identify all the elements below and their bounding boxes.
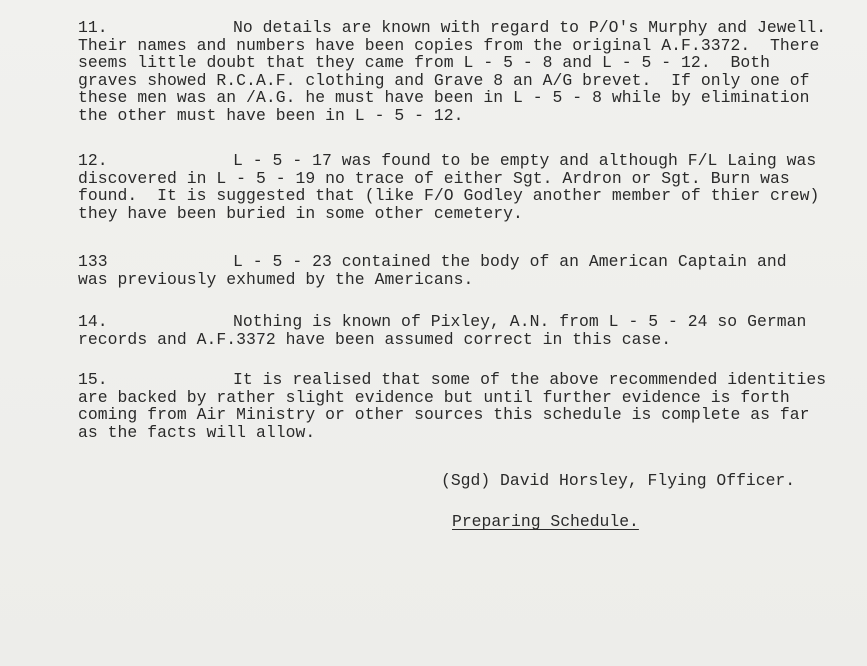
text-line: are backed by rather slight evidence but until further evidence is forth: [78, 387, 790, 407]
text-line: discovered in L - 5 - 19 no trace of either Sgt. Ardron or Sgt. Burn was: [78, 168, 790, 188]
text-line: records and A.F.3372 have been assumed correct in this case.: [78, 329, 672, 349]
paragraph-number: 14.: [78, 312, 108, 331]
text-line: It is realised that some of the above recommended identities: [233, 370, 827, 389]
paragraph-number: 11.: [78, 18, 108, 37]
text-line: seems little doubt that they came from L - 5 - 8 and L - 5 - 12. Both: [78, 53, 771, 73]
paragraph-number: 12.: [78, 151, 108, 170]
text-line: as the facts will allow.: [78, 422, 316, 442]
signature-line: (Sgd) David Horsley, Flying Officer.: [441, 471, 796, 490]
text-line: was previously exhumed by the Americans.: [78, 269, 474, 289]
footer-title: Preparing Schedule.: [452, 512, 639, 531]
text-line: they have been buried in some other cemetery.: [78, 203, 523, 223]
text-line: L - 5 - 17 was found to be empty and although F/L Laing was: [233, 151, 817, 170]
paragraph-15: [78, 371, 826, 441]
text-line: found. It is suggested that (like F/O Godley another member of thier crew): [78, 186, 820, 206]
text-line: these men was an /A.G. he must have been in L - 5 - 8 while by elimination: [78, 88, 810, 108]
paragraph-12: [78, 152, 819, 222]
text-line: the other must have been in L - 5 - 12.: [78, 105, 464, 125]
text-line: graves showed R.C.A.F. clothing and Grave 8 an A/G brevet. If only one of: [78, 70, 810, 90]
paragraph-number: 133: [78, 252, 108, 271]
text-line: No details are known with regard to P/O's Murphy and Jewell.: [233, 18, 827, 37]
paragraph-number: 15.: [78, 370, 108, 389]
text-line: L - 5 - 23 contained the body of an American Captain and: [233, 252, 787, 271]
paragraph-13: [78, 253, 787, 288]
paragraph-14: [78, 313, 806, 348]
text-line: Nothing is known of Pixley, A.N. from L - 5 - 24 so German: [233, 312, 807, 331]
paragraph-11: [78, 19, 826, 125]
text-line: coming from Air Ministry or other sources this schedule is complete as far: [78, 405, 810, 425]
text-line: Their names and numbers have been copies from the original A.F.3372. There: [78, 35, 820, 55]
